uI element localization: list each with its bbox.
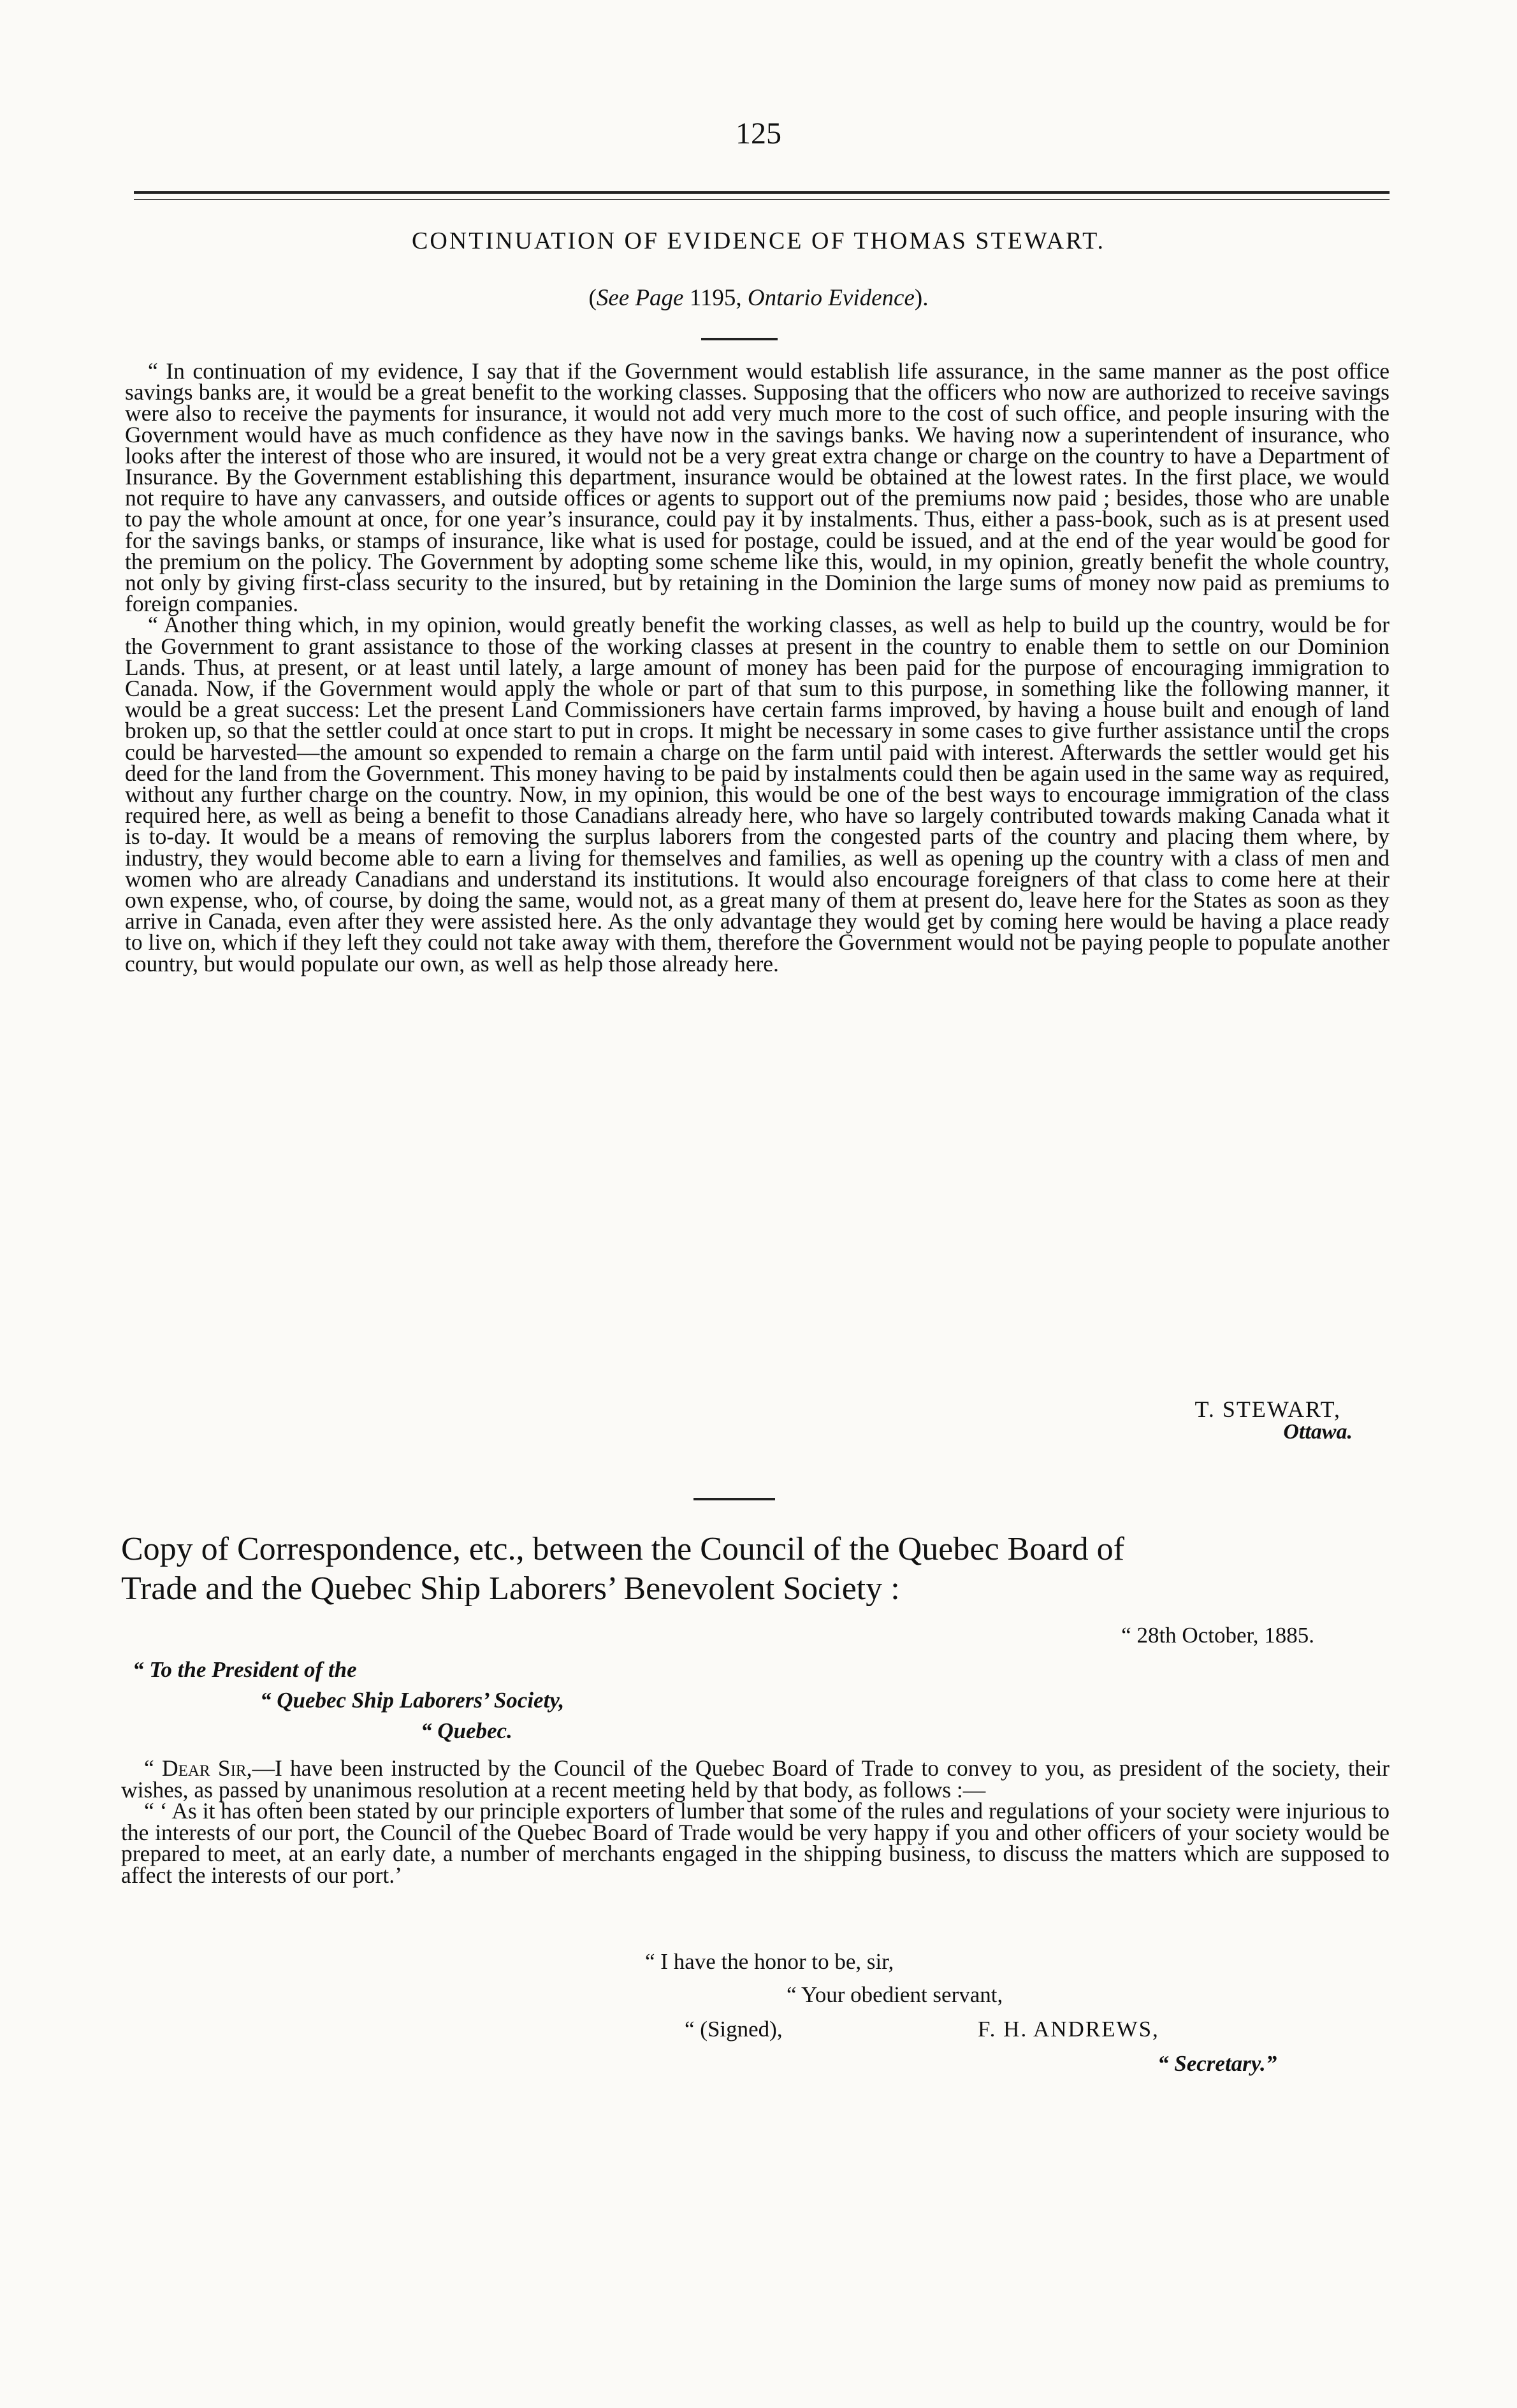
correspondence-title-line1: Copy of Correspondence, etc., between the Council of the Quebec Board of	[121, 1531, 1124, 1567]
letter-date: “ 28th October, 1885.	[1121, 1623, 1314, 1648]
separator-rule	[701, 338, 778, 340]
header-rule-top	[134, 191, 1390, 194]
section-subheading	[0, 284, 1517, 312]
letter-body	[121, 1755, 1390, 1888]
subheading-open: (	[588, 285, 597, 311]
section-heading: CONTINUATION OF EVIDENCE OF THOMAS STEWART.	[412, 228, 1105, 254]
correspondence-title	[121, 1530, 1390, 1609]
letter-paragraph	[121, 1755, 1390, 1802]
page-number: 125	[736, 117, 781, 150]
signer-name: F. H. ANDREWS,	[978, 2017, 1159, 2042]
letter-paragraph-text: —I have been instructed by the Council of the Quebec Board of Trade to convey to you, as president of the society, their wishes, as passed by unanimous resolution at a recent meeting held by that body, as follows :—	[121, 1755, 1390, 1802]
signer-title: “ Secretary.”	[1158, 2051, 1277, 2076]
subheading-source: Ontario Evidence	[747, 285, 915, 311]
closing-line: “ I have the honor to be, sir,	[645, 1949, 894, 1974]
evidence-paragraph: “ Another thing which, in my opinion, would greatly benefit the working classes, as well as help to build up the country, would be for the Government to grant assistance to those of the working classes at present in the country to enable them to settle on our Dominion Lands. Thus, at present, or at least until lately, a large amount of money has been paid for the purpose of encouraging immigration to Canada. Now, if the Government would apply the whole or part of that sum to this purpose, in something like the following manner, it would be a great success: Let the present Land Commissioners have certain farms improved, by having a house built and enough of land broken up, so that the settler could at once start to put in crops. It might be necessary in some cases to give further assistance until the crops could be harvested—the amount so expended to remain a charge on the farm until paid with interest. Afterwards the settler would get his deed for the land from the Government. This money having to be paid by instalments could then be again used in the same way as required, without any further charge on the country. Now, in my opinion, this would be one of the best ways to encourage immigration of the class required here, as well as being a benefit to those Canadians already here, who have so largely contributed towards making Canada what it is to-day. It would be a means of removing the surplus laborers from the congested parts of the country and placing them where, by industry, they would become able to earn a living for themselves and families, as well as opening up the country with a class of men and women who are already Canadians and understand its institutions. It would also encourage foreigners of that class to come here at their own expense, who, of course, by doing the same, would not, as a great many of them at present do, leave here for the States as soon as they arrive in Canada, even after they were assisted here. As the only advantage they would get by coming here would be having a place ready to live on, which if they left they could not take away with them, therefore the Government would not be paying people to populate another country, but would populate our own, as well as help those already here.	[125, 612, 1390, 976]
address-line: “ Quebec.	[421, 1718, 512, 1743]
separator-rule	[693, 1498, 775, 1500]
signature-name: T. STEWART,	[1194, 1396, 1341, 1422]
subheading-page: 1195,	[683, 285, 748, 311]
correspondence-title-line2: Trade and the Quebec Ship Laborers’ Benevolent Society :	[121, 1570, 900, 1607]
closing-line: “ Your obedient servant,	[787, 1982, 1003, 2007]
header-rule-bottom	[134, 199, 1390, 200]
evidence-text	[125, 358, 1390, 976]
subheading-close: ).	[914, 285, 929, 311]
salutation: “ Dear Sir,	[144, 1755, 252, 1781]
subheading-see: See Page	[596, 285, 684, 311]
address-line: “ To the President of the	[133, 1657, 357, 1682]
letter-paragraph: “ ‘ As it has often been stated by our principle exporters of lumber that some of the rules and regulations of your society were injurious to the interests of our port, the Council of the Quebec Board of Trade would be very happy if you and other officers of your society would be prepared to meet, at an early date, a number of merchants engaged in the shipping business, to discuss the matters which are supposed to affect the interests of our port.’	[121, 1798, 1390, 1888]
evidence-paragraph: “ In continuation of my evidence, I say that if the Government would establish life assurance, in the same manner as the post office savings banks are, it would be a great benefit to the working classes. Supposing that the officers who now are authorized to receive savings were also to receive the payments for insurance, it would not add very much more to the cost of such office, and people insuring with the Government would have as much confidence as they have now in the savings banks. We having now a superintendent of insurance, who looks after the interest of those who are insured, it would not be a very great extra change or charge on the country to have a Department of Insurance. By the Government establishing this department, insurance would be obtained at the lowest rates. In the first place, we would not require to have any canvassers, and outside offices or agents to support out of the premiums now paid ; besides, those who are unable to pay the whole amount at once, for one year’s insurance, could pay it by instalments. Thus, either a pass-book, such as is at present used for the savings banks, or stamps of insurance, like what is used for postage, could be issued, and at the end of the year would be good for the premium on the policy. The Government by adopting some scheme like this, would, in my opinion, greatly benefit the whole country, not only by giving first-class security to the insured, but by retaining in the Dominion the large sums of money now paid as premiums to foreign companies.	[125, 358, 1390, 617]
address-line: “ Quebec Ship Laborers’ Society,	[260, 1688, 565, 1713]
signature-place: Ottawa.	[1283, 1420, 1353, 1444]
signed-label: “ (Signed),	[685, 2017, 783, 2042]
